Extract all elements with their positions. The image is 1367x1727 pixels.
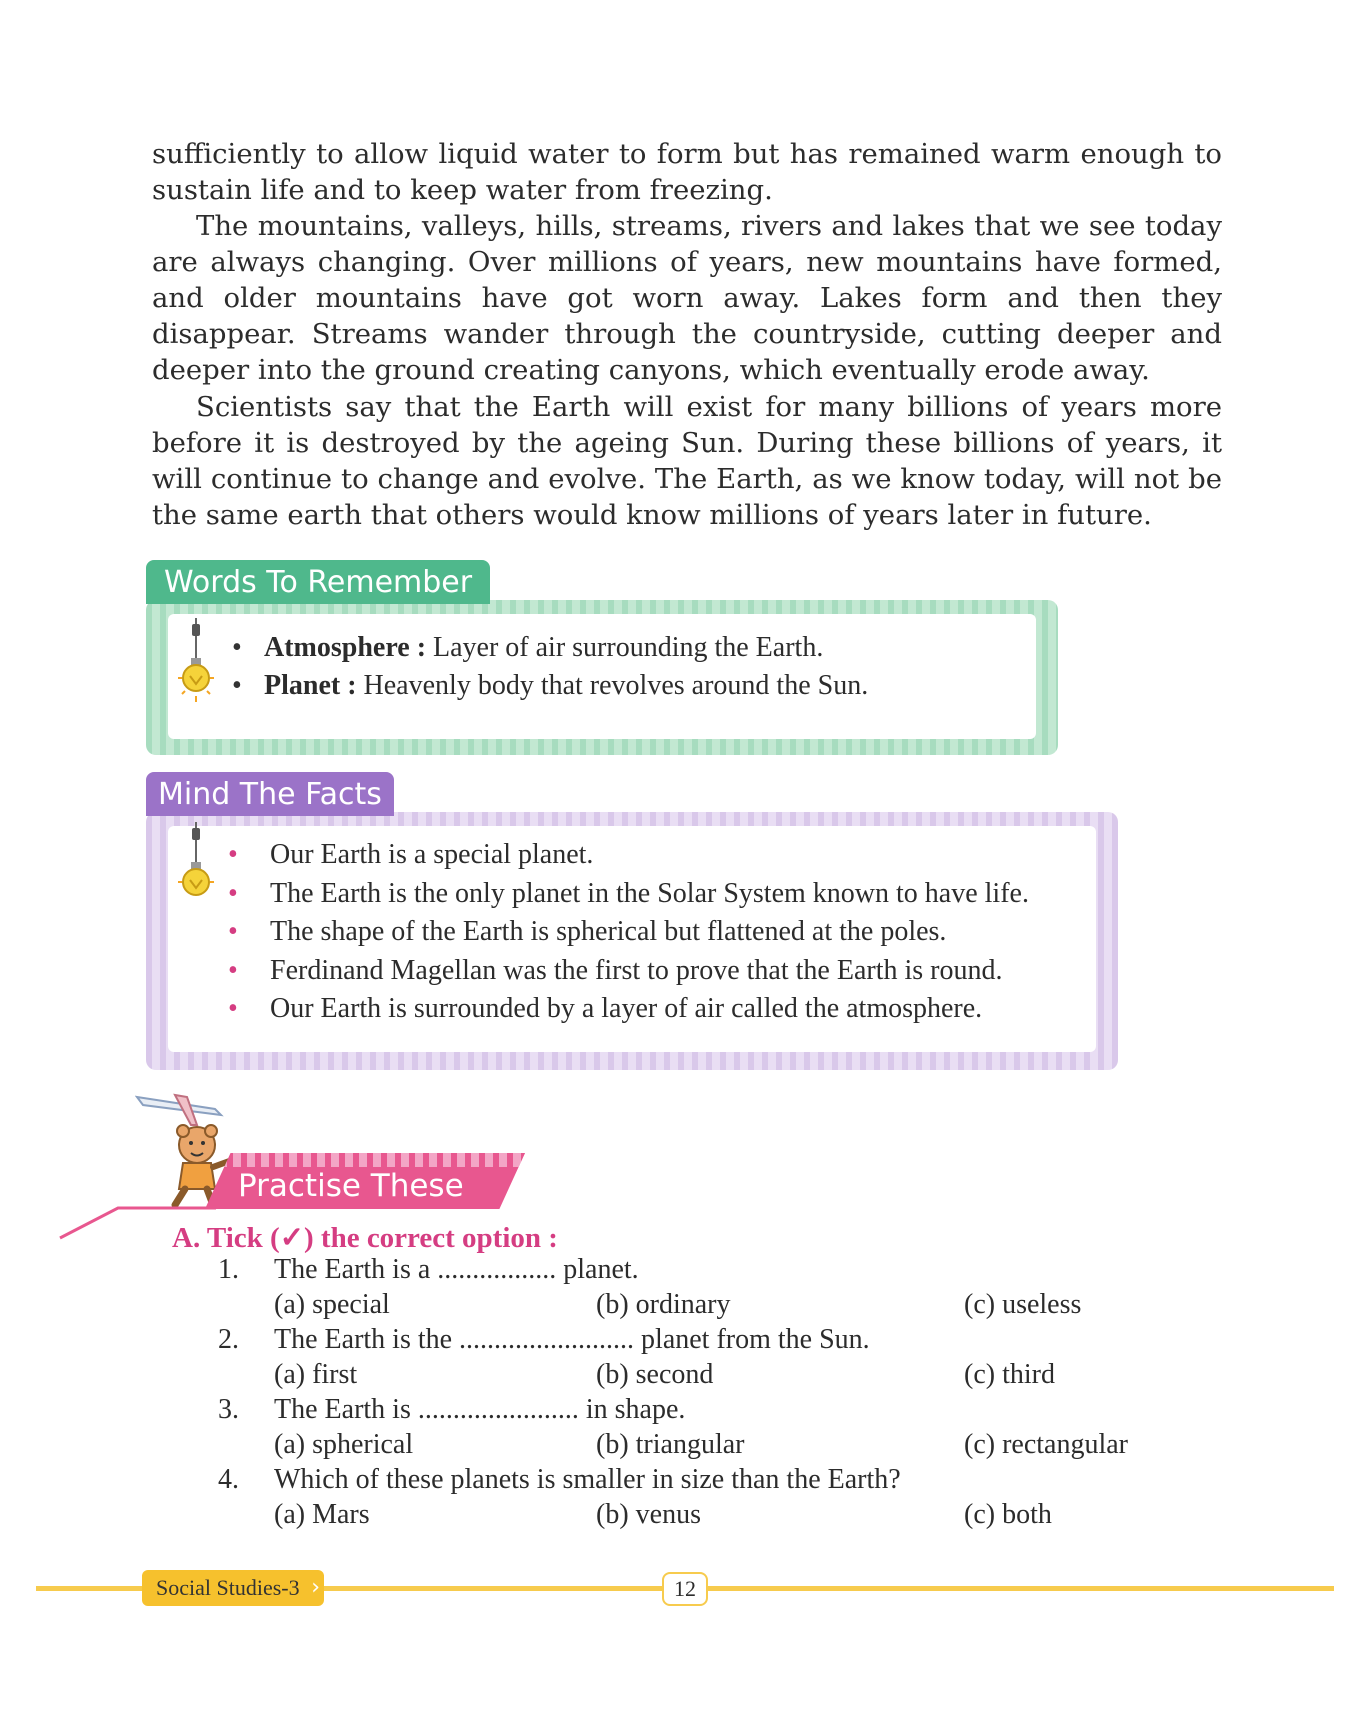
- option-b[interactable]: (b) triangular: [596, 1429, 745, 1460]
- words-list: [232, 629, 868, 705]
- facts-list: [228, 836, 1029, 1029]
- option-c[interactable]: (c) both: [964, 1499, 1052, 1530]
- lightbulb-icon: [176, 618, 216, 718]
- option-a[interactable]: (a) spherical: [274, 1429, 414, 1460]
- list-item: • Our Earth is surrounded by a layer of air called the atmosphere.: [228, 990, 1029, 1029]
- page-number: 12: [662, 1572, 708, 1606]
- paragraph-1: sufficiently to allow liquid water to form but has remained warm enough to sustain life and to keep water from freezing.: [152, 138, 1222, 206]
- book-title-tag: [142, 1570, 324, 1606]
- list-item: • Atmosphere : Layer of air surrounding the Earth.: [232, 629, 868, 667]
- practise-title: Practise These: [238, 1168, 464, 1204]
- paragraph-3: Scientists say that the Earth will exist for many billions of years more before it is destroyed by the ageing Sun. During these billions of years, it will continue to change and evolve. The Earth, as we know today, will not be the same earth that others would know millions of years later in future.: [152, 391, 1222, 531]
- question-text: The Earth is the ......................... planet from the Sun.: [274, 1324, 870, 1355]
- option-b[interactable]: (b) venus: [596, 1499, 701, 1530]
- list-item: • Planet : Heavenly body that revolves around the Sun.: [232, 667, 868, 705]
- list-item: • Ferdinand Magellan was the first to prove that the Earth is round.: [228, 952, 1029, 991]
- question-text: The Earth is ....................... in shape.: [274, 1394, 686, 1425]
- option-b[interactable]: (b) second: [596, 1359, 714, 1390]
- lightbulb-icon: [176, 822, 216, 922]
- mind-the-facts-title: Mind The Facts: [146, 772, 394, 816]
- option-b[interactable]: (b) ordinary: [596, 1289, 731, 1320]
- section-a-heading: A. Tick (✓) the correct option :: [172, 1222, 558, 1254]
- option-a[interactable]: (a) first: [274, 1359, 358, 1390]
- question-number: 3.: [218, 1394, 239, 1425]
- question-text: Which of these planets is smaller in size than the Earth?: [274, 1464, 901, 1495]
- chevron-right-icon: ›: [311, 1575, 320, 1600]
- list-item: • The Earth is the only planet in the Solar System known to have life.: [228, 875, 1029, 914]
- question-text: The Earth is a ................. planet.: [274, 1254, 639, 1285]
- paragraph-2: The mountains, valleys, hills, streams, rivers and lakes that we see today are always changing. Over millions of years, new mountains have formed, and older mountains have got worn away. Lakes form and then they disappear. Streams wander through the countryside, cutting deeper and deeper into the ground creating canyons, which eventually erode away.: [152, 210, 1222, 386]
- question-number: 2.: [218, 1324, 239, 1355]
- book-title: Social Studies-3: [156, 1575, 300, 1600]
- question-number: 1.: [218, 1254, 239, 1285]
- list-item: • Our Earth is a special planet.: [228, 836, 1029, 875]
- list-item: • The shape of the Earth is spherical but flattened at the poles.: [228, 913, 1029, 952]
- option-c[interactable]: (c) rectangular: [964, 1429, 1128, 1460]
- option-a[interactable]: (a) Mars: [274, 1499, 370, 1530]
- option-c[interactable]: (c) third: [964, 1359, 1055, 1390]
- option-a[interactable]: (a) special: [274, 1289, 390, 1320]
- words-to-remember-title: Words To Remember: [146, 560, 490, 604]
- question-number: 4.: [218, 1464, 239, 1495]
- option-c[interactable]: (c) useless: [964, 1289, 1082, 1320]
